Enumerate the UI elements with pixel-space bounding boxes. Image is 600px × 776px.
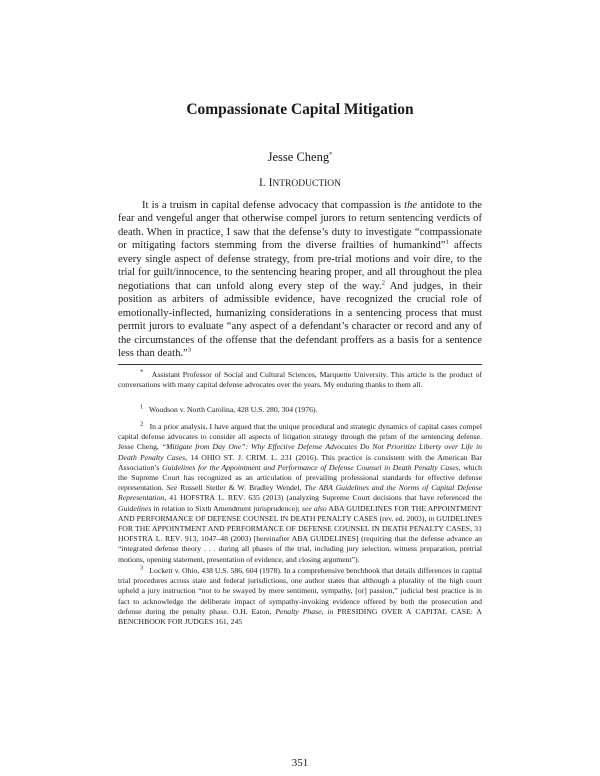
author-name: Jesse Cheng <box>267 150 330 164</box>
body-paragraph: It is a truism in capital defense advocacy that compassion is the antidote to the fear and vengeful anger that otherwise compel jurors to return sentencing verdicts of death. When in practice, I saw that the defense’s duty to investigate “compassionate or mitigating factors stemming from the diverse frailties of humankind”$^1$ affects every single aspect of defense strategy, from pre-trial motions and voir dire, to the trial for guilt/innocence, to the sentencing hearing proper, and all throughout the plea negotiations that can unfold along every step of the way.$^2$ And judges, in their position as arbiters of admissible evidence, have recognized the crucial role of emotionally-inflected, humanizing considerations in a sentencing process that must permit jurors to evaluate “any aspect of a defendant’s character or record and any of the circumstances of the offense that the defendant proffers as a basis for a sentence less than death.”$^3$ <box>118 200 482 359</box>
footnote-ref-1: 1 <box>445 238 449 246</box>
footnote-ref-2: 2 <box>381 279 385 287</box>
footnote-1: $^1$ Woodson v. North Carolina, 428 U.S. 280, 304 (1976). <box>140 403 318 414</box>
footnote-3: $^3$ Lockett v. Ohio, 438 U.S. 586, 604 (1978). In a comprehensive benchbook that details differences in capital trial procedures across state and federal jurisdictions, one author states that although a plurality of the high court upheld a jury instruction “not to be swayed by mere sentiment, sympathy, [or] passion,” judicial best practice is in fact to acknowledge the deliberate impact of sympathy-invoking evidence offered by both the prosecution and defense during the penalty phase. O.H. Eaton, Penalty Phase, in PRESIDING OVER A CAPITAL CASE: A BENCHBOOK FOR JUDGES 161, 245 <box>118 564 483 627</box>
footnote-author: * Assistant Professor of Social and Cultural Sciences, Marquette University. This article is the product of conversations with many capital defense advocates over the years. My enduring thanks to them all. <box>118 368 483 390</box>
section-heading: I. INTRODUCTION <box>258 177 342 189</box>
footnote-2: $^2$ In a prior analysis, I have argued that the unique procedural and strategic dynamics of capital cases compel capital defense advocates to consider all aspects of litigation strategy through the prism of the sentencing defense. Jesse Cheng, “Mitigate from Day One”: Why Effective Defense Advocates Do Not Prioritize Liberty over Life in Death Penalty Cases, 14 OHIO ST. J. CRIM. L. 231 (2016). This practice is consistent with the American Bar Association’s Guidelines for the Appointment and Performance of Defense Counsel in Death Penalty Cases, which the Supreme Court has recognized as an articulation of prevailing professional standards for effective defense representation. See Russell Stetler & W. Bradley Wendel, The ABA Guidelines and the Norms of Capital Defense Representation, 41 HOFSTRA L. REV. 635 (2013) (analyzing Supreme Court decisions that have referenced the Guidelines in relation to Sixth Amendment jurisprudence); see also ABA GUIDELINES FOR THE APPOINTMENT AND PERFORMANCE OF DEFENSE COUNSEL IN DEATH PENALTY CASES (rev. ed. 2003), in GUIDELINES FOR THE APPOINTMENT AND PERFORMANCE OF DEFENSE COUNSEL IN DEATH PENALTY CASES, 31 HOFSTRA L. REV. 913, 1047–48 (2003) [hereinafter ABA GUIDELINES] (requiring that the defense advance an “integrated defense theory . . . during all phases of the trial, including jury selection, witness preparation, pretrial motions, opening statement, presentation of evidence, and closing argument”). <box>118 420 482 564</box>
article-title: Compassionate Capital Mitigation <box>186 101 414 118</box>
footnote-divider <box>118 364 482 365</box>
footnote-ref-3: 3 <box>187 346 191 354</box>
author-footnote-mark: * <box>329 150 333 158</box>
author-line <box>0 150 600 165</box>
page-number: 351 <box>291 757 309 769</box>
